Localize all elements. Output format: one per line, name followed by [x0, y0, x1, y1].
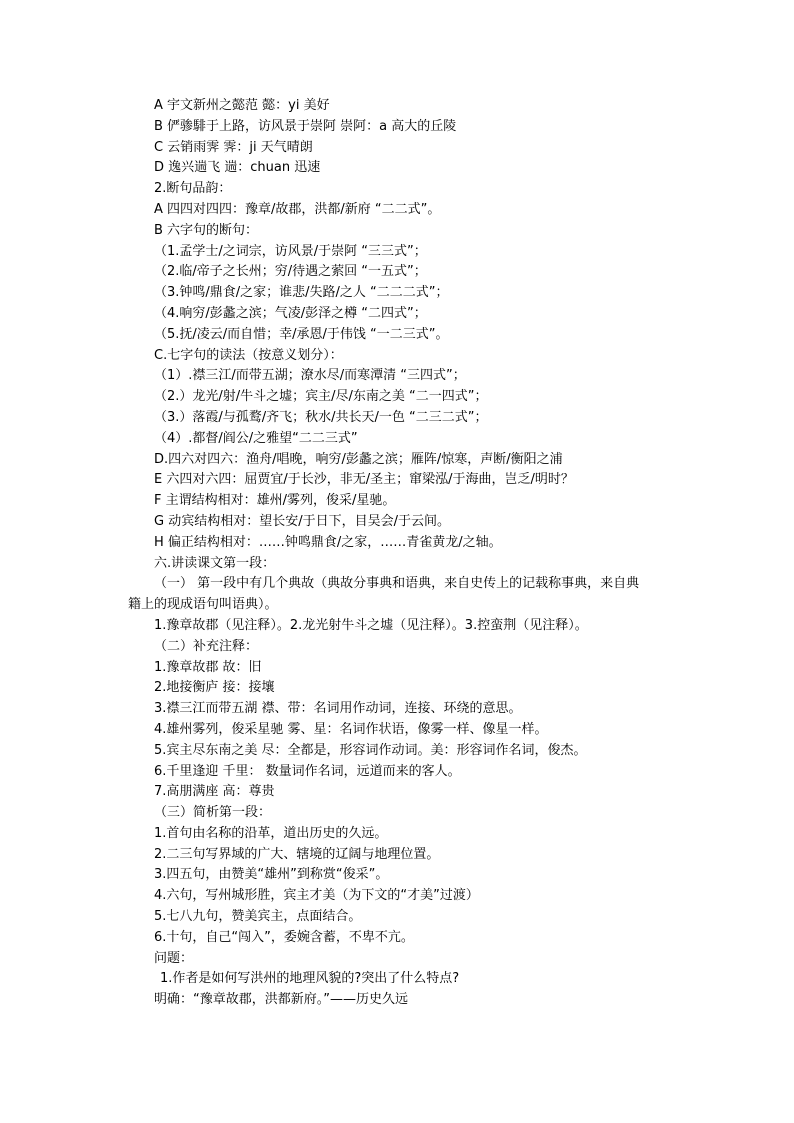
text-line: （1.孟学士/之词宗，访风景/于崇阿 “三三式”； — [154, 243, 427, 259]
text-line: （1）.襟三江/而带五湖；潦水尽/而寒潭清 “三四式”； — [154, 368, 466, 384]
text-line: 5.宾主尽东南之美 尽：全都是，形容词作动词。美：形容词作名词，俊杰。 — [154, 742, 587, 758]
text-line: 6.十句，自己“闯入”，委婉含蓄，不卑不亢。 — [154, 929, 414, 945]
text-line: A 四四对四四：豫章/故郡，洪都/新府 “二二式”。 — [154, 201, 441, 217]
text-line: 3.襟三江而带五湖 襟、带：名词用作动词，连接、环绕的意思。 — [154, 701, 522, 717]
text-line: 1.豫章故郡 故：旧 — [154, 659, 262, 675]
text-line: D.四六对四六：渔舟/唱晚，响穷/彭蠡之滨；雁阵/惊寒，声断/衡阳之浦 — [154, 451, 563, 467]
text-line: E 六四对六四：屈贾宜/于长沙，非无/圣主；窜梁泓/于海曲，岂乏/明时？ — [154, 472, 574, 488]
text-line: C 云销雨霁 霁：ji 天气晴朗 — [154, 139, 313, 155]
text-line: B 俨骖騑于上路，访风景于崇阿 崇阿：a 高大的丘陵 — [154, 118, 457, 134]
text-line: 1.首句由名称的沿革，道出历史的久远。 — [154, 825, 388, 841]
text-line: F 主谓结构相对：雄州/雾列，俊采/星驰。 — [154, 493, 396, 509]
text-line: （2.临/帝子之长州；穷/待遇之萦回 “一五式”； — [154, 264, 427, 280]
text-line: （4.响穷/彭蠡之滨；气凌/彭泽之樽 “二四式”； — [154, 305, 427, 321]
text-line: 2.二三句写界域的广大、辖境的辽阔与地理位置。 — [154, 846, 440, 862]
text-line: 7.高朋满座 高：尊贵 — [154, 784, 275, 800]
text-line: 5.七八九句，赞美宾主，点面结合。 — [154, 909, 362, 925]
text-line: （4）.都督/阎公/之雅望“二二三式” — [154, 430, 358, 446]
text-line: A 宇文新州之懿范 懿：yi 美好 — [154, 98, 330, 113]
question-heading: 问题： — [154, 950, 194, 966]
text-line: H 偏正结构相对：……钟鸣鼎食/之家，……青雀黄龙/之轴。 — [154, 534, 502, 550]
text-line: C.七字句的读法（按意义划分）： — [154, 347, 343, 363]
text-line: （2.）龙光/射/牛斗之墟；宾主/尽/东南之美 “二一四式”； — [154, 389, 488, 405]
text-line: 1.豫章故郡（见注释）。2.龙光射牛斗之墟（见注释）。3.控蛮荆（见注释）。 — [154, 617, 588, 633]
text-line: G 动宾结构相对：望长安/于日下，目吴会/于云间。 — [154, 513, 450, 529]
text-line: 2.断句品韵： — [154, 181, 232, 197]
text-line: 4.雄州雾列，俊采星驰 雾、星：名词作状语，像雾一样、像星一样。 — [154, 721, 548, 737]
text-line: （3.）落霞/与孤鹜/齐飞；秋水/共长天/一色 “二三二式”； — [154, 409, 488, 425]
text-line: B 六字句的断句： — [154, 222, 259, 238]
text-line: 4.六句，写州城形胜，宾主才美（为下文的“才美”过渡） — [154, 888, 479, 904]
text-line: D 逸兴遄飞 遄：chuan 迅速 — [154, 160, 321, 176]
document-body — [128, 96, 644, 1011]
subsection-heading: （二）补充注释： — [154, 638, 259, 654]
text-line: 6.千里逢迎 千里： 数量词作名词，远道而来的客人。 — [154, 763, 461, 779]
text-line: （3.钟鸣/鼎食/之家；谁悲/失路/之人 “二二二式”； — [154, 285, 449, 301]
subsection-heading: （三）简析第一段： — [154, 805, 272, 821]
text-line: 2.地接衡庐 接：接壤 — [154, 680, 275, 696]
answer-text: 明确：“豫章故郡，洪都新府。”——历史久远 — [154, 992, 408, 1008]
section-heading: 六.讲读课文第一段： — [154, 555, 276, 571]
paragraph-allusions: （一） 第一段中有几个典故（典故分事典和语典，来自史传上的记载称事典，来自典籍上的现成语句叫语典）。 — [128, 576, 640, 613]
text-line: 3.四五句，由赞美“雄州”到称赏“俊采”。 — [154, 867, 389, 883]
question-text: 1.作者是如何写洪州的地理风貌的?突出了什么特点? — [160, 971, 460, 987]
text-line: （5.抚/凌云/而自惜；幸/承恩/于伟饯 “一二三式”。 — [154, 326, 449, 342]
